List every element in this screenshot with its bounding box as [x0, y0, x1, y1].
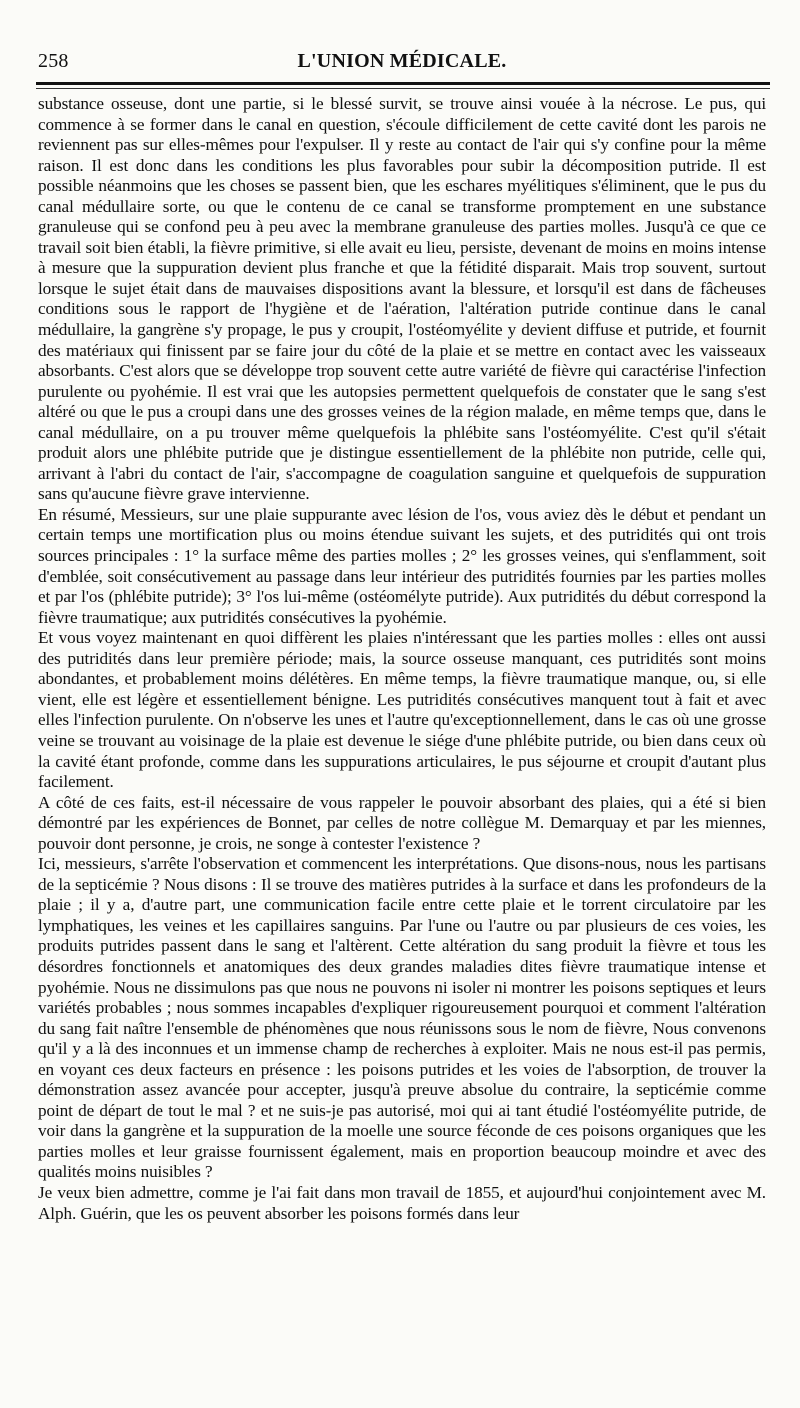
paragraph-6: Je veux bien admettre, comme je l'ai fait dans mon travail de 1855, et aujourd'hui conjointement avec M. Alph. Guérin, que les os peuvent absorber les poisons formés dans leur — [38, 1182, 766, 1223]
paragraph-2: En résumé, Messieurs, sur une plaie suppurante avec lésion de l'os, vous aviez dès le début et pendant un certain temps une mortification plus ou moins étendue suivant les sujets, et des putridités qui ont trois sources principales : 1° la surface même des parties molles ; 2° les grosses veines, qui s'enflamment, soit d'emblée, soit consécutivement au passage dans leur intérieur des putridités fournies par les parties molles et par l'os (phlébite putride); 3° l'os lui-même (ostéomélyte putride). Aux putridités du début correspond la fièvre traumatique; aux putridités consécutives la pyohémie. — [38, 504, 766, 627]
article-body — [38, 94, 766, 1399]
page-number: 258 — [38, 50, 69, 72]
paragraph-4: A côté de ces faits, est-il nécessaire de vous rappeler le pouvoir absorbant des plaies, qui a été si bien démontré par les expériences de Bonnet, par celles de notre collègue M. Demarquay et par les miennes, pouvoir dont personne, je crois, ne songe à contester l'existence ? — [38, 792, 766, 853]
paragraph-5: Ici, messieurs, s'arrête l'observation et commencent les interprétations. Que disons-nous, nous les partisans de la septicémie ? Nous disons : Il se trouve des matières putrides à la surface et dans les profondeurs de la plaie ; il y a, d'autre part, une communication facile entre cette plaie et le torrent circulatoire par les lymphatiques, les veines et les capillaires sanguins. Par l'une ou l'autre ou par plusieurs de ces voies, les produits putrides passent dans le sang et l'altèrent. Cette altération du sang produit la fièvre et tous les désordres fonctionnels et anatomiques des deux grandes maladies dites fièvre traumatique intense et pyohémie. Nous ne dissimulons pas que nous ne pouvons ni isoler ni montrer les poisons septiques et leurs variétés probables ; nous sommes incapables d'expliquer rigoureusement pourquoi et comment l'altération du sang fait naître l'ensemble de phénomènes que nous réunissons sous le nom de fièvre, Nous convenons qu'il y a là des inconnues et un immense champ de recherches à exploiter. Mais ne nous est-il pas permis, en voyant ces deux facteurs en présence : les poisons putrides et les voies de l'absorption, de trouver la démonstration assez avancée pour accepter, jusqu'à preuve absolue du contraire, la septicémie comme point de départ de tout le mal ? et ne suis-je pas autorisé, moi qui ai tant étudié l'ostéomyélite putride, de voir dans la gangrène et la suppuration de la moelle une source féconde de ces poisons organiques que les parties molles et leur graisse fournissent également, mais en proportion beaucoup moindre et avec des qualités moins nuisibles ? — [38, 854, 766, 1182]
page-header — [38, 49, 766, 77]
paragraph-1: substance osseuse, dont une partie, si le blessé survit, se trouve ainsi vouée à la nécrose. Le pus, qui commence à se former dans le canal en question, s'écoule difficilement de cette cavité dont les parois ne reviennent pas sur elles-mêmes pour l'expulser. Il y reste au contact de l'air qui s'y confine pour la même raison. Il est donc dans les conditions les plus favorables pour subir la décomposition putride. Il est possible néanmoins que les choses se passent bien, que les eschares myélitiques s'éliminent, que le pus du canal médullaire sorte, ou que le contenu de ce canal se transforme promptement en une substance granuleuse qui se confond peu à peu avec la membrane granuleuse des parties molles. Jusqu'à ce que ce travail soit bien établi, la fièvre primitive, si elle avait eu lieu, persiste, devenant de moins en moins intense à mesure que la suppuration devient plus franche et que la fétidité disparait. Mais trop souvent, surtout lorsque le sujet était dans de mauvaises dispositions avant la blessure, et lorsqu'il est dans de fâcheuses conditions sous le rapport de l'hygiène et de l'aération, l'altération putride continue dans le canal médullaire, la gangrène s'y propage, le pus y croupit, l'ostéomyélite y devient diffuse et putride, et fournit des matériaux qui finissent par se faire jour du côté de la plaie et se mettre en contact avec les vaisseaux absorbants. C'est alors que se développe trop souvent cette autre variété de fièvre qui caractérise l'infection purulente ou pyohémie. Il est vrai que les autopsies permettent quelquefois de constater que le sang s'est altéré ou que le pus a croupi dans une des grosses veines de la région malade, en même temps que, dans le canal médullaire, on a pu trouver même quelquefois la phlébite sans l'ostéomyélite. C'est qu'il s'était produit alors une phlébite putride que je distingue essentiellement de la phlébite non putride, celle qui, arrivant à l'abri du contact de l'air, s'accompagne de coagulation sanguine et quelquefois de suppuration sans qu'aucune fièvre grave intervienne. — [38, 94, 766, 504]
header-rule-thin — [36, 88, 770, 89]
header-rule-thick — [36, 82, 770, 85]
paragraph-3: Et vous voyez maintenant en quoi diffèrent les plaies n'intéressant que les parties molles : elles ont aussi des putridités dans leur première période; mais, la source osseuse manquant, ces putridités sont moins abondantes, et probablement moins délétères. En même temps, la fièvre traumatique manque, ou, si elle vient, elle est légère et essentiellement bénigne. Les putridités consécutives manquent tout à fait et avec elles l'infection purulente. On n'observe les unes et l'autre qu'exceptionnellement, dans le cas où une grosse veine se trouvant au voisinage de la plaie est devenue le siége d'une phlébite putride, ou bien dans ceux où la cavité étant profonde, comme dans les suppurations articulaires, le pus séjourne et croupit d'autant plus facilement. — [38, 628, 766, 792]
journal-title: L'UNION MÉDICALE. — [297, 50, 507, 72]
